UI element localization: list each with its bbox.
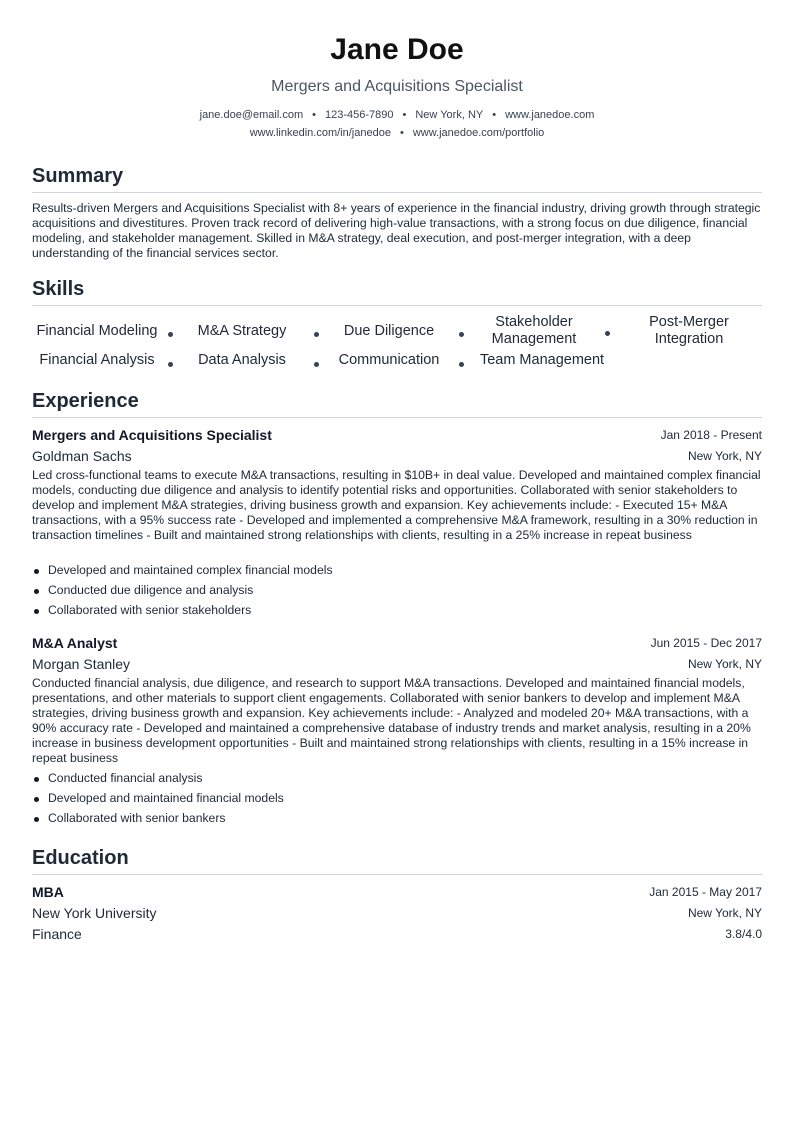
bullet-dot [34,797,39,802]
education-school: New York University [32,905,157,921]
skill-separator-dot [314,332,319,337]
skill-item: Post-Merger Integration [649,314,729,347]
separator-dot: • [399,127,404,139]
bullet-text: Developed and maintained financial models [48,791,284,805]
education-gpa: 3.8/4.0 [725,927,762,941]
bullet-text: Conducted financial analysis [48,771,203,785]
job-title: M&A Analyst [32,635,118,651]
linkedin-link[interactable]: www.linkedin.com/in/janedoe [249,127,391,139]
separator-dot: • [312,109,316,121]
job-dates: Jan 2018 - Present [660,428,762,442]
list-item [32,560,762,580]
bullet-text: Conducted due diligence and analysis [48,583,254,597]
skills-grid [32,314,762,374]
skill-separator-dot [459,362,464,367]
list-item [32,808,762,828]
education-degree: MBA [32,884,64,900]
email-link[interactable]: jane.doe@email.com [199,109,304,121]
skill-item: Stakeholder Management [491,314,577,347]
education-heading: Education [32,847,129,869]
bullet-dot [34,817,39,822]
candidate-name: Jane Doe [330,33,464,66]
section-divider [32,305,762,306]
contact-line-2 [32,125,762,141]
education-location: New York, NY [687,906,762,920]
portfolio-link[interactable]: www.janedoe.com/portfolio [412,127,545,139]
list-item [32,788,762,808]
education-field: Finance [32,926,82,942]
list-item [32,580,762,600]
bullet-dot [34,589,39,594]
candidate-role: Mergers and Acquisitions Specialist [271,78,523,95]
job-title: Mergers and Acquisitions Specialist [32,427,272,443]
section-divider [32,874,762,875]
list-item [32,768,762,788]
experience-heading: Experience [32,390,139,412]
skill-item: Financial Modeling [36,323,158,339]
bullet-text: Developed and maintained complex financial models [48,563,333,577]
bullet-dot [34,569,39,574]
bullet-text: Collaborated with senior stakeholders [48,603,252,617]
phone-text: 123-456-7890 [324,109,394,121]
separator-dot: • [492,109,497,121]
bullet-dot [34,777,39,782]
job-description: Led cross-functional teams to execute M&A transactions, resulting in $10B+ in deal value. Developed and maintained complex financial models, conducting due diligence and analysis to identify potential risks and opportunities. Collaborated with senior stakeholders to develop and implement M&A strategies, driving business growth and expansion. Key achievements include: - Executed 15+ M&A transactions, with a 95% success rate - Developed and implemented a comprehensive M&A framework, resulting in a 30% reduction in transaction timelines - Built and maintained strong relationships with clients, resulting in a 25% increase in repeat business [32,468,761,542]
skill-item: Financial Analysis [39,352,155,368]
job-dates: Jun 2015 - Dec 2017 [650,636,762,650]
job-description: Conducted financial analysis, due diligence, and research to support M&A transactions. Developed and maintained financial models, presentations, and other materials to support client engagements. Collaborated with senior bankers to develop and implement M&A strategies, driving business growth and expansion. Key achievements include: - Analyzed and modeled 20+ M&A transactions, with a 90% accuracy rate - Developed and maintained a comprehensive database of industry trends and market analysis, resulting in a 20% increase in business development opportunities - Built and maintained strong relationships with clients, resulting in a 15% increase in repeat business [32,676,751,765]
summary-text: Results-driven Mergers and Acquisitions Specialist with 8+ years of experience in the financial industry, driving growth through strategic acquisitions and divestitures. Proven track record of delivering high-value transactions, with a strong focus on due diligence, financial modeling, and stakeholder management. Skilled in M&A strategy, deal execution, and post-merger integration, with a deep understanding of the financial services sector. [32,201,761,260]
list-item [32,600,762,620]
section-divider [32,192,762,193]
education-dates: Jan 2015 - May 2017 [649,885,762,899]
job-location: New York, NY [687,449,762,463]
skill-item: Due Diligence [343,323,435,339]
location-text: New York, NY [415,109,484,121]
bullet-dot [34,609,39,614]
summary-heading: Summary [32,165,124,187]
skill-item: Communication [338,352,440,368]
contact-line-1 [32,107,762,123]
skill-separator-dot [314,362,319,367]
skill-item: M&A Strategy [197,323,287,339]
job-location: New York, NY [687,657,762,671]
skills-heading: Skills [32,278,85,300]
website-link[interactable]: www.janedoe.com [505,109,595,121]
job-bullet-list [32,768,762,828]
skill-separator-dot [605,331,610,336]
skill-separator-dot [168,362,173,367]
job-bullet-list [32,560,762,620]
skill-item: Data Analysis [198,352,286,368]
skill-item: Team Management [479,352,605,368]
bullet-text: Collaborated with senior bankers [48,811,226,825]
section-divider [32,417,762,418]
job-company: Morgan Stanley [32,656,131,672]
job-company: Goldman Sachs [32,448,132,464]
skill-separator-dot [168,332,173,337]
separator-dot: • [402,109,407,121]
skill-separator-dot [459,332,464,337]
